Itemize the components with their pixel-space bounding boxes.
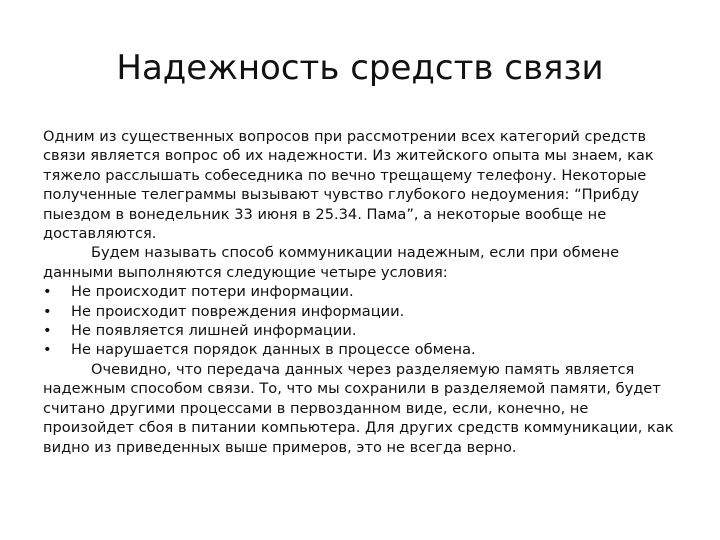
list-item [43, 321, 683, 340]
slide-title: Надежность средств связи [116, 48, 604, 88]
bullet-icon: • [43, 283, 52, 301]
bullet-icon: • [43, 341, 52, 359]
list-item [43, 282, 683, 301]
conclusion-paragraph: Очевидно, что передача данных через разделяемую память является надежным способом связи. То, что мы сохранили в разделяемой памяти, будет считано другими процессами в первозданном виде, если, конечно, не произойдет сбоя в питании компьютера. Для других средств коммуникации, как видно из приведенных выше примеров, это не всегда верно. [43, 360, 674, 456]
list-item-text: Не происходит повреждения информации. [71, 302, 405, 320]
list-item [43, 340, 683, 359]
slide-body [43, 127, 683, 457]
intro-paragraph: Одним из существенных вопросов при рассмотрении всех категорий средств связи является вопрос об их надежности. Из житейского опыта мы знаем, как тяжело расслышать собеседника по вечно трещащему телефону. Некоторые полученные телеграммы вызывают чувство глубокого недоумения: “Прибду пыездом в вонедельник 33 июня в 25.34. Пама”, а некоторые вообще не доставляются. [43, 128, 654, 243]
list-item [43, 302, 683, 321]
list-item-text: Не появляется лишней информации. [71, 322, 357, 340]
conditions-list [43, 282, 683, 360]
list-item-text: Не нарушается порядок данных в процессе обмена. [71, 341, 476, 359]
list-item-text: Не происходит потери информации. [71, 283, 354, 301]
definition-paragraph: Будем называть способ коммуникации надежным, если при обмене данными выполняются следующие четыре условия: [43, 244, 620, 281]
bullet-icon: • [43, 302, 52, 320]
bullet-icon: • [43, 322, 52, 340]
